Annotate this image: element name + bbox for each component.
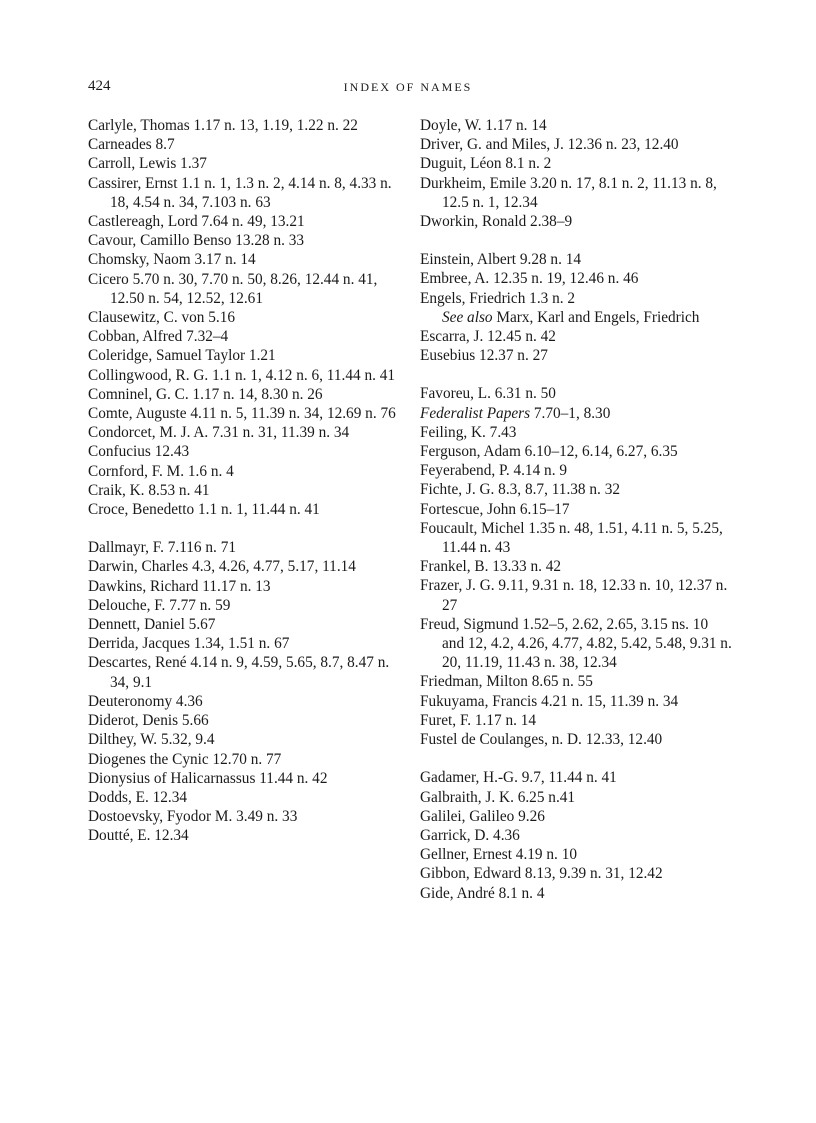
- index-entry-text: Dodds, E. 12.34: [88, 788, 188, 806]
- running-head: INDEX OF NAMES: [343, 80, 473, 94]
- index-entry-text: Comninel, G. C. 1.17 n. 14, 8.30 n. 26: [88, 385, 323, 403]
- index-entry: [88, 423, 406, 442]
- index-entry: [420, 576, 732, 614]
- index-entry: [420, 615, 732, 673]
- index-entry: [88, 404, 406, 423]
- index-entry-text: Cicero 5.70 n. 30, 7.70 n. 50, 8.26, 12.44 n. 41, 12.50 n. 54, 12.52, 12.61: [88, 270, 378, 307]
- index-entry-text: Dennett, Daniel 5.67: [88, 616, 216, 634]
- index-entry: [88, 615, 406, 634]
- index-entry: [420, 384, 732, 403]
- cross-reference-target: Marx, Karl and Engels, Friedrich: [492, 308, 700, 326]
- index-entry-text: Descartes, René 4.14 n. 9, 4.59, 5.65, 8.7, 8.47 n. 34, 9.1: [88, 654, 390, 691]
- index-entry-text: 7.70–1, 8.30: [530, 404, 611, 422]
- index-entry: [88, 212, 406, 231]
- index-entry: [88, 481, 406, 500]
- index-entry: [88, 327, 406, 346]
- index-entry-text: Carneades 8.7: [88, 136, 175, 154]
- index-entry: [88, 557, 406, 576]
- index-entry: [88, 385, 406, 404]
- index-entry-text: Galilei, Galileo 9.26: [420, 807, 545, 825]
- index-entry: [420, 116, 732, 135]
- index-entry-text: Delouche, F. 7.77 n. 59: [88, 596, 231, 614]
- index-entry-text: Durkheim, Emile 3.20 n. 17, 8.1 n. 2, 11.13 n. 8, 12.5 n. 1, 12.34: [420, 174, 717, 211]
- index-entry-text: Fukuyama, Francis 4.21 n. 15, 11.39 n. 34: [420, 692, 679, 710]
- letter-group-gap: [420, 231, 732, 250]
- letter-group-gap: [420, 749, 732, 768]
- index-entry-text: Ferguson, Adam 6.10–12, 6.14, 6.27, 6.35: [420, 443, 678, 461]
- index-entry-text: Gibbon, Edward 8.13, 9.39 n. 31, 12.42: [420, 865, 663, 883]
- page-number: 424: [88, 78, 111, 94]
- index-entry-text: Confucius 12.43: [88, 443, 190, 461]
- index-entry: [420, 327, 732, 346]
- index-entry-text: Carroll, Lewis 1.37: [88, 155, 207, 173]
- index-entry-text: Doutté, E. 12.34: [88, 827, 189, 845]
- index-entry: [420, 174, 732, 212]
- index-entry-text: Carlyle, Thomas 1.17 n. 13, 1.19, 1.22 n. 22: [88, 117, 358, 134]
- index-entry-text: Cassirer, Ernst 1.1 n. 1, 1.3 n. 2, 4.14 n. 8, 4.33 n. 18, 4.54 n. 34, 7.103 n. 63: [88, 174, 392, 211]
- index-entry-text: Galbraith, J. K. 6.25 n.41: [420, 788, 576, 806]
- index-entry-text: Comte, Auguste 4.11 n. 5, 11.39 n. 34, 12.69 n. 76: [88, 405, 396, 423]
- index-entry-text: Condorcet, M. J. A. 7.31 n. 31, 11.39 n. 34: [88, 424, 350, 442]
- index-entry-title: Federalist Papers: [420, 404, 531, 422]
- index-entry: [88, 750, 406, 769]
- index-entry-text: Gadamer, H.-G. 9.7, 11.44 n. 41: [420, 769, 617, 787]
- index-entry: [88, 500, 406, 519]
- index-entry-text: Clausewitz, C. von 5.16: [88, 309, 236, 327]
- index-entry-text: Freud, Sigmund 1.52–5, 2.62, 2.65, 3.15 ns. 10 and 12, 4.2, 4.26, 4.77, 4.82, 5.42, 5.48, 9.31 n. 20, 11.19, 11.43 n. 38, 12.34: [420, 615, 732, 672]
- index-entry: [420, 442, 732, 461]
- index-entry-text: Fortescue, John 6.15–17: [420, 500, 570, 518]
- index-entry-text: Dawkins, Richard 11.17 n. 13: [88, 577, 271, 595]
- index-entry-text: Castlereagh, Lord 7.64 n. 49, 13.21: [88, 213, 305, 231]
- index-entry: [420, 461, 732, 480]
- index-entry: [88, 366, 406, 385]
- index-entry: [420, 519, 732, 557]
- index-entry-text: Feiling, K. 7.43: [420, 423, 517, 441]
- index-entry-text: Embree, A. 12.35 n. 19, 12.46 n. 46: [420, 270, 639, 288]
- index-column-right: [420, 116, 732, 903]
- index-entry-text: Eusebius 12.37 n. 27: [420, 347, 548, 365]
- index-entry: [88, 270, 406, 308]
- index-entry-text: Escarra, J. 12.45 n. 42: [420, 328, 556, 346]
- index-entry: [88, 826, 406, 845]
- index-entry: [88, 692, 406, 711]
- index-entry: [420, 480, 732, 499]
- index-entry: [88, 442, 406, 461]
- index-entry: [420, 845, 732, 864]
- index-entry: [420, 500, 732, 519]
- index-entry: [420, 864, 732, 883]
- index-entry: [420, 884, 732, 903]
- index-entry-text: Feyerabend, P. 4.14 n. 9: [420, 462, 568, 480]
- index-entry: [420, 269, 732, 288]
- index-entry: [420, 768, 732, 787]
- index-entry: [420, 692, 732, 711]
- index-entry: [88, 346, 406, 365]
- index-entry: [88, 596, 406, 615]
- index-entry-text: Darwin, Charles 4.3, 4.26, 4.77, 5.17, 11.14: [88, 558, 356, 576]
- index-entry: [420, 788, 732, 807]
- index-entry-text: Diderot, Denis 5.66: [88, 712, 209, 730]
- index-entry-text: Dallmayr, F. 7.116 n. 71: [88, 539, 237, 557]
- index-entry-text: Frankel, B. 13.33 n. 42: [420, 558, 562, 576]
- index-entry-text: Fustel de Coulanges, n. D. 12.33, 12.40: [420, 731, 663, 749]
- index-entry: [88, 538, 406, 557]
- index-entry: [88, 730, 406, 749]
- index-entry-text: Gide, André 8.1 n. 4: [420, 884, 545, 902]
- index-entry-text: Duguit, Léon 8.1 n. 2: [420, 155, 552, 173]
- index-entry: [420, 423, 732, 442]
- index-entry-text: Chomsky, Naom 3.17 n. 14: [88, 251, 256, 269]
- index-entry-text: Cornford, F. M. 1.6 n. 4: [88, 462, 234, 480]
- index-entry-text: Derrida, Jacques 1.34, 1.51 n. 67: [88, 635, 290, 653]
- index-entry: [88, 462, 406, 481]
- index-entry: [88, 807, 406, 826]
- index-column-left: [88, 116, 406, 846]
- index-entry-text: Dilthey, W. 5.32, 9.4: [88, 731, 215, 749]
- index-entry: [420, 404, 732, 423]
- index-entry-text: Dworkin, Ronald 2.38–9: [420, 213, 573, 231]
- index-entry-text: Gellner, Ernest 4.19 n. 10: [420, 846, 577, 864]
- index-entry: [420, 807, 732, 826]
- index-entry: [420, 557, 732, 576]
- index-entry-text: Furet, F. 1.17 n. 14: [420, 711, 537, 729]
- index-entry: [420, 730, 732, 749]
- index-entry: [420, 289, 732, 308]
- letter-group-gap: [88, 519, 406, 538]
- index-entry: [88, 174, 406, 212]
- index-entry-text: Dostoevsky, Fyodor M. 3.49 n. 33: [88, 808, 298, 826]
- index-entry: [420, 826, 732, 845]
- index-entry: [420, 135, 732, 154]
- index-entry: [88, 788, 406, 807]
- index-entry-text: Engels, Friedrich 1.3 n. 2: [420, 289, 576, 307]
- index-entry: [420, 212, 732, 231]
- index-entry-text: Favoreu, L. 6.31 n. 50: [420, 385, 556, 403]
- index-entry: [420, 154, 732, 173]
- index-entry-text: Einstein, Albert 9.28 n. 14: [420, 251, 582, 269]
- index-entry: [420, 346, 732, 365]
- index-entry-text: Garrick, D. 4.36: [420, 826, 520, 844]
- index-entry-text: Cavour, Camillo Benso 13.28 n. 33: [88, 232, 305, 250]
- index-entry-text: Dionysius of Halicarnassus 11.44 n. 42: [88, 769, 328, 787]
- letter-group-gap: [420, 365, 732, 384]
- index-entry: [88, 116, 406, 135]
- index-entry: [88, 769, 406, 788]
- index-entry-text: Collingwood, R. G. 1.1 n. 1, 4.12 n. 6, 11.44 n. 41: [88, 366, 396, 384]
- index-entry: [88, 135, 406, 154]
- index-entry-text: Frazer, J. G. 9.11, 9.31 n. 18, 12.33 n. 10, 12.37 n. 27: [420, 577, 728, 614]
- index-entry: [88, 231, 406, 250]
- index-entry-text: Coleridge, Samuel Taylor 1.21: [88, 347, 276, 365]
- index-entry-text: Fichte, J. G. 8.3, 8.7, 11.38 n. 32: [420, 481, 620, 499]
- index-entry-text: Driver, G. and Miles, J. 12.36 n. 23, 12.40: [420, 136, 679, 154]
- index-entry-text: Croce, Benedetto 1.1 n. 1, 11.44 n. 41: [88, 501, 320, 519]
- index-entry-text: Cobban, Alfred 7.32–4: [88, 328, 229, 346]
- index-entry: [420, 250, 732, 269]
- index-entry-text: Friedman, Milton 8.65 n. 55: [420, 673, 593, 691]
- index-entry: [88, 308, 406, 327]
- index-entry: [88, 577, 406, 596]
- index-entry: [88, 711, 406, 730]
- index-entry-text: Doyle, W. 1.17 n. 14: [420, 117, 547, 134]
- index-entry: [88, 653, 406, 691]
- index-entry: [88, 154, 406, 173]
- see-also-label: See also: [442, 308, 493, 326]
- index-entry: [88, 634, 406, 653]
- index-entry: [420, 711, 732, 730]
- index-entry: [420, 672, 732, 691]
- index-entry-text: Deuteronomy 4.36: [88, 692, 203, 710]
- cross-reference: [420, 308, 732, 327]
- index-entry-text: Diogenes the Cynic 12.70 n. 77: [88, 750, 282, 768]
- index-entry: [88, 250, 406, 269]
- index-entry-text: Craik, K. 8.53 n. 41: [88, 481, 210, 499]
- index-entry-text: Foucault, Michel 1.35 n. 48, 1.51, 4.11 n. 5, 5.25, 11.44 n. 43: [420, 519, 723, 557]
